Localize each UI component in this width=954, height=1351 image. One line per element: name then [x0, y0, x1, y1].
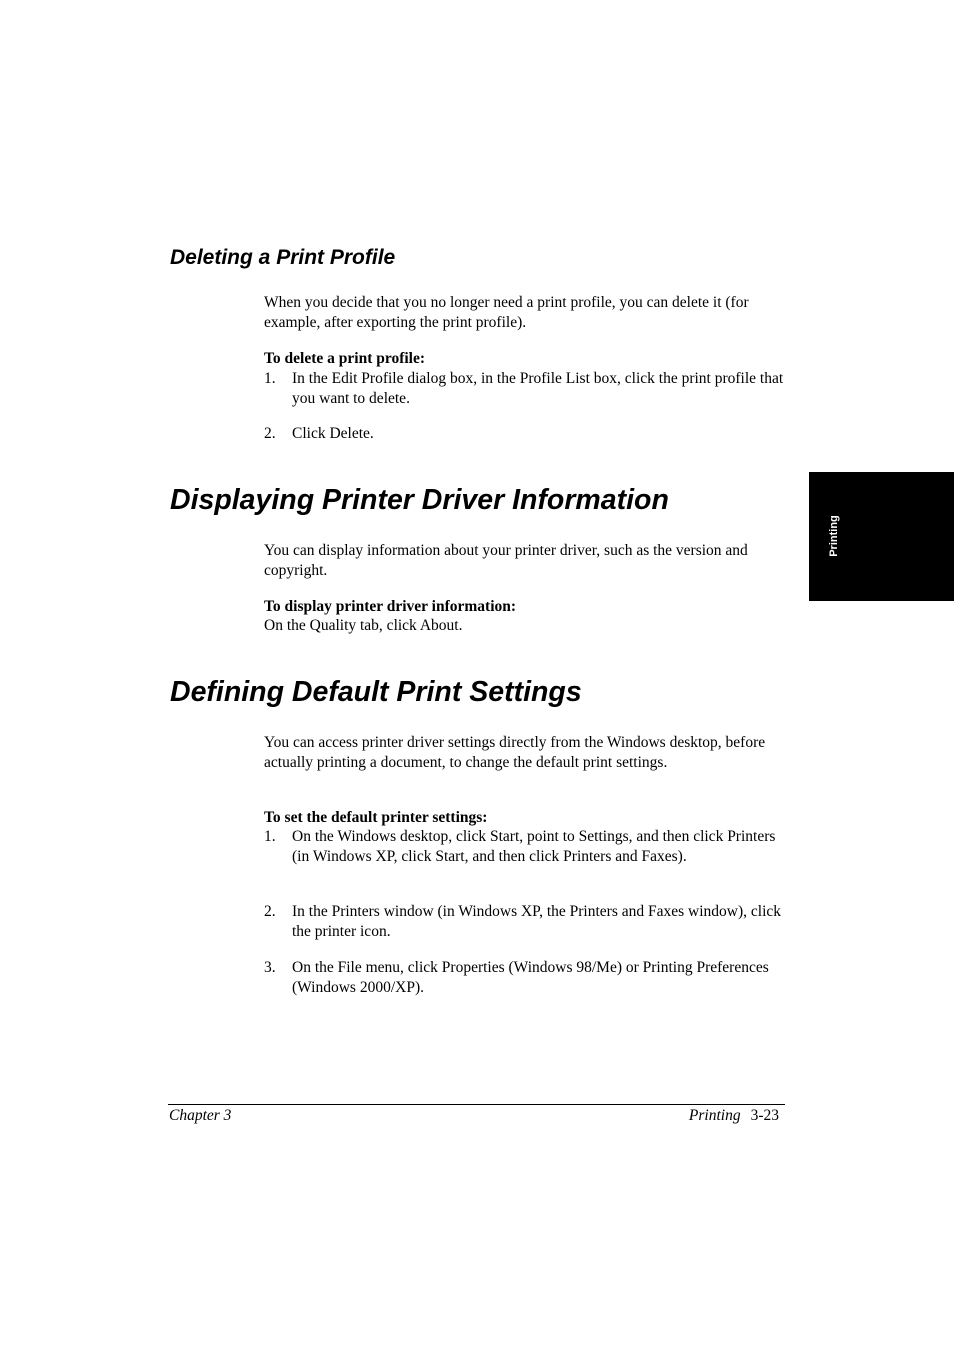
footer-rule — [168, 1104, 785, 1105]
step-text: Click Delete. — [292, 425, 374, 442]
step-text: On the Windows desktop, click Start, point to Settings, and then click Printers (in Windows XP, click Start, and then click Printers and Faxes). — [292, 828, 776, 865]
defining-step-3 — [264, 958, 789, 997]
step-number: 1. — [264, 370, 276, 387]
step-text: In the Edit Profile dialog box, in the Profile List box, click the print profile that you want to delete. — [292, 370, 784, 407]
step-number: 2. — [264, 903, 276, 920]
deleting-step-1 — [264, 369, 789, 408]
section-heading-deleting: Deleting a Print Profile — [170, 246, 396, 269]
defining-step-2 — [264, 902, 789, 941]
section-heading-defining: Defining Default Print Settings — [170, 676, 582, 708]
step-text: On the File menu, click Properties (Windows 98/Me) or Printing Preferences (Windows 2000/XP). — [292, 959, 769, 996]
footer-page-number: 3-23 — [750, 1107, 779, 1124]
deleting-step-2 — [264, 424, 789, 444]
displaying-procedure-title: To display printer driver information: — [264, 598, 517, 615]
section-heading-displaying: Displaying Printer Driver Information — [170, 484, 669, 516]
defining-step-1 — [264, 827, 789, 866]
deleting-intro: When you decide that you no longer need a print profile, you can delete it (for example, after exporting the print profile). — [264, 294, 749, 331]
displaying-intro: You can display information about your printer driver, such as the version and copyright. — [264, 542, 748, 579]
footer-chapter: Chapter 3 — [169, 1107, 232, 1124]
deleting-procedure-title: To delete a print profile: — [264, 350, 426, 367]
footer-page-info — [689, 1106, 779, 1125]
thumb-tab-text: Printing — [828, 515, 840, 557]
chapter-thumb-tab — [809, 472, 954, 601]
step-number: 1. — [264, 828, 276, 845]
footer-section: Printing — [688, 1107, 741, 1124]
step-text: In the Printers window (in Windows XP, the Printers and Faxes window), click the printer icon. — [292, 903, 782, 940]
defining-procedure-title: To set the default printer settings: — [264, 809, 488, 826]
step-number: 3. — [264, 959, 276, 976]
displaying-procedure-text: On the Quality tab, click About. — [264, 617, 463, 634]
defining-intro: You can access printer driver settings directly from the Windows desktop, before actually printing a document, to change the default print settings. — [264, 734, 766, 771]
step-number: 2. — [264, 425, 276, 442]
